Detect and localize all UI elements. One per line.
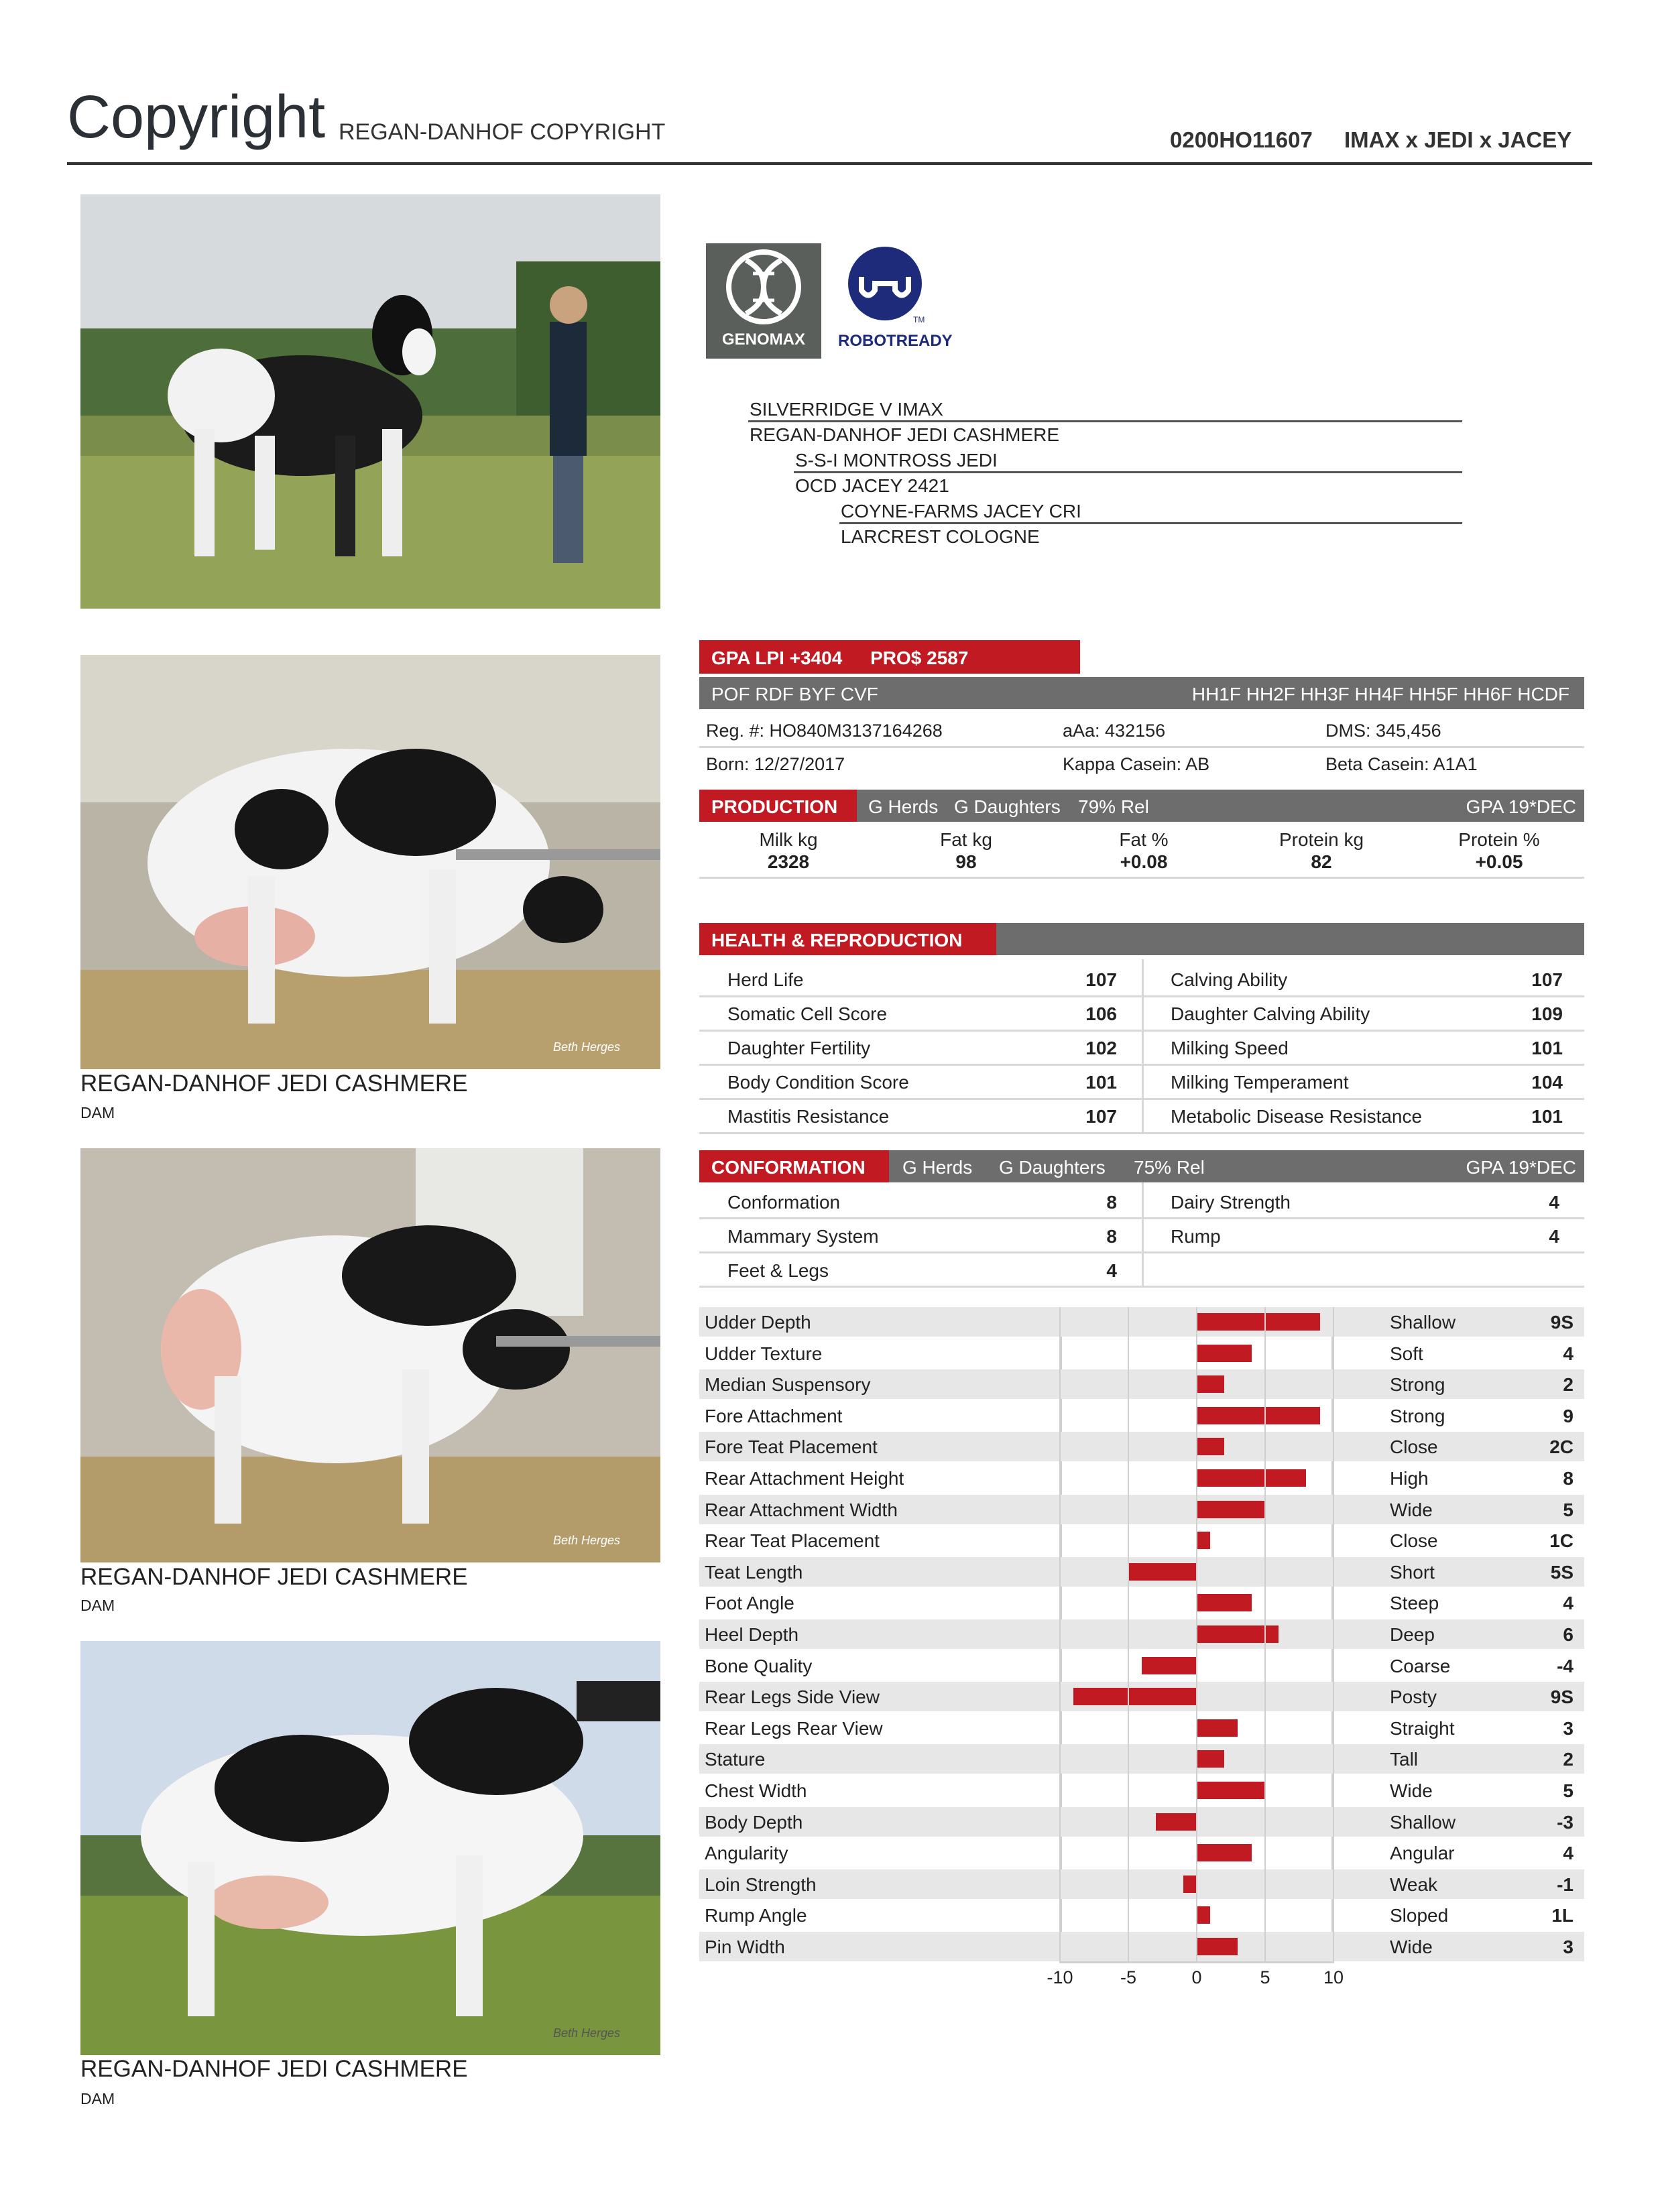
codes-left: POF RDF BYF CVF <box>711 684 878 704</box>
beta-casein: Beta Casein: A1A1 <box>1325 754 1478 774</box>
trait-value: -4 <box>1557 1655 1574 1676</box>
conformation-gpa: GPA 19*DEC <box>1466 1157 1576 1178</box>
pedigree-line <box>839 522 1462 524</box>
dam-name: REGAN-DANHOF JEDI CASHMERE <box>80 1070 468 1097</box>
health-header <box>699 923 1584 955</box>
trait-row <box>699 1495 1584 1524</box>
kappa-casein: Kappa Casein: AB <box>1063 754 1210 774</box>
trait-name: Angularity <box>705 1843 788 1864</box>
trait-row <box>699 1619 1584 1649</box>
trait-descriptor: Wide <box>1390 1499 1433 1520</box>
milk-kg-value: 2328 <box>767 851 810 872</box>
divider <box>699 1132 1584 1134</box>
pedigree-mgs: S-S-I MONTROSS JEDI <box>795 450 998 471</box>
trait-value: -1 <box>1557 1873 1574 1895</box>
milking-speed-value: 101 <box>1531 1038 1563 1058</box>
mammary-value: 8 <box>1106 1226 1117 1247</box>
trait-row <box>699 1339 1584 1368</box>
dam-label: DAM <box>80 2090 115 2107</box>
sire-cross: IMAX x JEDI x JACEY <box>1344 127 1572 152</box>
dam-name: REGAN-DANHOF JEDI CASHMERE <box>80 1564 468 1590</box>
conformation-value: 8 <box>1106 1192 1117 1213</box>
genomax-logo <box>706 243 821 359</box>
trait-bar <box>1142 1657 1197 1674</box>
trait-row <box>699 1682 1584 1711</box>
pedigree-line <box>794 471 1462 473</box>
x-tick-label: -10 <box>1047 1967 1073 1987</box>
trait-name: Pin Width <box>705 1937 785 1957</box>
birth-date: Born: 12/27/2017 <box>706 754 845 774</box>
dam-photo-2 <box>80 1148 660 1562</box>
mammary-label: Mammary System <box>727 1226 879 1247</box>
trait-name: Stature <box>705 1749 766 1770</box>
trait-descriptor: Short <box>1390 1561 1435 1583</box>
trait-row <box>699 1307 1584 1337</box>
trait-name: Rear Legs Rear View <box>705 1717 883 1739</box>
health-title: HEALTH & REPRODUCTION <box>699 923 996 955</box>
divider <box>699 877 1584 879</box>
codes-right: HH1F HH2F HH3F HH4F HH5F HH6F HCDF <box>1191 684 1569 704</box>
production-title: PRODUCTION <box>699 790 857 822</box>
chart-gridline <box>1196 1307 1197 1963</box>
dna-helix-icon <box>706 243 821 330</box>
conformation-header <box>699 1150 1584 1182</box>
daughter-calving-label: Daughter Calving Ability <box>1171 1003 1370 1024</box>
trait-descriptor: Shallow <box>1390 1811 1456 1833</box>
x-tick-label: 10 <box>1323 1967 1344 1987</box>
pedigree-dam: REGAN-DANHOF JEDI CASHMERE <box>750 424 1060 445</box>
trait-bar <box>1183 1876 1197 1893</box>
trait-name: Rear Attachment Width <box>705 1499 898 1520</box>
trait-row <box>699 1588 1584 1617</box>
photo-credit: Beth Herges <box>552 1534 620 1547</box>
trait-descriptor: Close <box>1390 1530 1438 1552</box>
bull-photo <box>80 194 660 609</box>
trait-value: 9 <box>1563 1405 1574 1426</box>
pedigree-sire: SILVERRIDGE V IMAX <box>750 399 943 420</box>
trait-bar <box>1197 1938 1238 1955</box>
daughter-fertility-label: Daughter Fertility <box>727 1038 871 1058</box>
trait-name: Heel Depth <box>705 1624 799 1645</box>
daughter-fertility-value: 102 <box>1085 1038 1117 1058</box>
trait-value: 9S <box>1550 1686 1574 1708</box>
trait-descriptor: Posty <box>1390 1686 1437 1708</box>
trait-name: Loin Strength <box>705 1873 817 1895</box>
trait-bar <box>1197 1844 1252 1861</box>
trait-descriptor: Strong <box>1390 1374 1445 1396</box>
protein-pct-label: Protein % <box>1458 829 1540 850</box>
scs-label: Somatic Cell Score <box>727 1003 888 1024</box>
trait-name: Median Suspensory <box>705 1374 871 1396</box>
pedigree-ggdam: LARCREST COLOGNE <box>841 526 1040 547</box>
trait-row <box>699 1463 1584 1493</box>
dam-photo-1 <box>80 655 660 1069</box>
genomax-label: GENOMAX <box>721 330 805 349</box>
feet-legs-label: Feet & Legs <box>727 1260 829 1281</box>
trait-value: 3 <box>1563 1937 1574 1957</box>
trait-value: 2 <box>1563 1374 1574 1396</box>
trait-row <box>699 1557 1584 1587</box>
chart-gridline <box>1333 1307 1334 1963</box>
trait-value: 8 <box>1563 1468 1574 1489</box>
column-divider <box>1142 959 1144 1132</box>
conformation-title: CONFORMATION <box>699 1150 889 1182</box>
page-subtitle: REGAN-DANHOF COPYRIGHT <box>339 119 666 145</box>
trait-value: 3 <box>1563 1717 1574 1739</box>
page-title: Copyright <box>67 84 326 151</box>
trait-row <box>699 1807 1584 1837</box>
trait-row <box>699 1869 1584 1899</box>
trait-name: Bone Quality <box>705 1655 813 1676</box>
trait-row <box>699 1369 1584 1399</box>
tm-mark: TM <box>913 315 925 324</box>
conformation-herds: G Herds <box>902 1157 973 1178</box>
production-header <box>699 790 1584 822</box>
herd-life-label: Herd Life <box>727 969 804 990</box>
trait-row <box>699 1744 1584 1774</box>
milking-temperament-value: 104 <box>1531 1072 1563 1093</box>
trait-name: Rear Attachment Height <box>705 1468 904 1489</box>
reg-number: Reg. #: HO840M3137164268 <box>706 721 943 741</box>
dam-name: REGAN-DANHOF JEDI CASHMERE <box>80 2056 468 2082</box>
calving-ability-value: 107 <box>1531 969 1563 990</box>
trait-bar <box>1197 1719 1238 1737</box>
trait-bar <box>1156 1813 1197 1831</box>
trait-bar <box>1128 1563 1197 1581</box>
genetic-codes-bar <box>699 677 1584 709</box>
metabolic-label: Metabolic Disease Resistance <box>1171 1106 1423 1127</box>
photo-credit: Beth Herges <box>552 1040 620 1054</box>
trait-descriptor: Tall <box>1390 1749 1419 1770</box>
aaa-code: aAa: 432156 <box>1063 721 1166 741</box>
trait-name: Fore Teat Placement <box>705 1436 878 1458</box>
production-daughters: G Daughters <box>954 796 1061 817</box>
trait-descriptor: Soft <box>1390 1343 1423 1364</box>
trait-name: Rear Legs Side View <box>705 1686 880 1708</box>
trait-bar <box>1197 1375 1224 1393</box>
trait-value: 6 <box>1563 1624 1574 1645</box>
trait-descriptor: Straight <box>1390 1717 1455 1739</box>
rump-value: 4 <box>1549 1226 1559 1247</box>
trait-value: 1L <box>1551 1905 1574 1926</box>
pedigree-gdam: OCD JACEY 2421 <box>795 475 949 496</box>
trait-descriptor: Shallow <box>1390 1312 1456 1333</box>
trait-bar <box>1197 1625 1279 1643</box>
trait-row <box>699 1932 1584 1961</box>
dam-photo-3 <box>80 1641 660 2055</box>
trait-bar <box>1197 1345 1252 1362</box>
milking-temperament-label: Milking Temperament <box>1171 1072 1349 1093</box>
trait-bar <box>1197 1469 1306 1487</box>
trait-bar <box>1073 1688 1197 1705</box>
trait-name: Udder Depth <box>705 1312 811 1333</box>
trait-name: Fore Attachment <box>705 1405 843 1426</box>
dms-code: DMS: 345,456 <box>1325 721 1441 741</box>
trait-descriptor: Wide <box>1390 1937 1433 1957</box>
fat-kg-value: 98 <box>955 851 977 872</box>
feet-legs-value: 4 <box>1106 1260 1117 1281</box>
robotready-label: ROBOTREADY <box>838 332 953 350</box>
trait-descriptor: Deep <box>1390 1624 1435 1645</box>
herd-life-value: 107 <box>1085 969 1117 990</box>
x-tick-label: 0 <box>1191 1967 1202 1987</box>
dam-label: DAM <box>80 1597 115 1614</box>
mastitis-value: 107 <box>1085 1106 1117 1127</box>
trait-bar <box>1197 1532 1210 1549</box>
trait-value: 4 <box>1563 1843 1574 1864</box>
chart-gridline <box>1128 1307 1129 1963</box>
bcs-value: 101 <box>1085 1072 1117 1093</box>
trait-value: 5 <box>1563 1780 1574 1801</box>
trait-row <box>699 1526 1584 1555</box>
rump-label: Rump <box>1171 1226 1221 1247</box>
divider <box>699 1286 1584 1288</box>
protein-kg-value: 82 <box>1311 851 1332 872</box>
mastitis-label: Mastitis Resistance <box>727 1106 890 1127</box>
pedigree-line <box>748 420 1462 422</box>
trait-descriptor: Angular <box>1390 1843 1455 1864</box>
trait-descriptor: Strong <box>1390 1405 1445 1426</box>
trait-name: Rear Teat Placement <box>705 1530 880 1552</box>
trait-row <box>699 1900 1584 1930</box>
trait-row <box>699 1838 1584 1867</box>
fat-pct-value: +0.08 <box>1120 851 1168 872</box>
trait-value: 9S <box>1550 1312 1574 1333</box>
fat-kg-label: Fat kg <box>940 829 992 850</box>
trait-name: Teat Length <box>705 1561 803 1583</box>
trait-value: 2C <box>1549 1436 1574 1458</box>
metabolic-value: 101 <box>1531 1106 1563 1127</box>
photo-credit: Beth Herges <box>552 2026 620 2040</box>
scs-value: 106 <box>1085 1003 1117 1024</box>
sire-code: 0200HO11607 <box>1170 127 1313 152</box>
trait-bar <box>1197 1782 1265 1799</box>
trait-descriptor: Weak <box>1390 1873 1438 1895</box>
pro-dollar: PRO$ 2587 <box>870 648 969 668</box>
conformation-label: Conformation <box>727 1192 841 1213</box>
trait-row <box>699 1401 1584 1430</box>
udder-icon <box>838 243 932 327</box>
trait-value: 5S <box>1550 1561 1574 1583</box>
x-tick-label: -5 <box>1120 1967 1136 1987</box>
bcs-label: Body Condition Score <box>727 1072 909 1093</box>
trait-name: Foot Angle <box>705 1593 794 1614</box>
trait-bar <box>1197 1313 1320 1331</box>
trait-bar <box>1197 1906 1210 1924</box>
dam-label: DAM <box>80 1104 115 1121</box>
trait-value: 4 <box>1563 1343 1574 1364</box>
protein-pct-value: +0.05 <box>1475 851 1523 872</box>
trait-descriptor: Sloped <box>1390 1905 1449 1926</box>
trait-row <box>699 1432 1584 1461</box>
trait-descriptor: Close <box>1390 1436 1438 1458</box>
trait-value: -3 <box>1557 1811 1574 1833</box>
trait-value: 1C <box>1549 1530 1574 1552</box>
dairy-strength-value: 4 <box>1549 1192 1559 1213</box>
trait-bar <box>1197 1501 1265 1518</box>
trait-descriptor: Wide <box>1390 1780 1433 1801</box>
header-divider <box>67 162 1592 165</box>
column-divider <box>1142 1182 1144 1286</box>
trait-name: Chest Width <box>705 1780 807 1801</box>
conformation-daughters: G Daughters <box>999 1157 1106 1178</box>
chart-gridline <box>1059 1307 1061 1963</box>
x-tick-label: 5 <box>1260 1967 1270 1987</box>
fat-pct-label: Fat % <box>1119 829 1169 850</box>
dairy-strength-label: Dairy Strength <box>1171 1192 1291 1213</box>
conformation-rel: 75% Rel <box>1134 1157 1205 1178</box>
trait-row <box>699 1713 1584 1743</box>
trait-name: Udder Texture <box>705 1343 823 1364</box>
trait-value: 2 <box>1563 1749 1574 1770</box>
trait-bar <box>1197 1438 1224 1455</box>
daughter-calving-value: 109 <box>1531 1003 1563 1024</box>
gpa-lpi: GPA LPI +3404 <box>711 648 843 668</box>
gpa-lpi-banner <box>699 640 1080 674</box>
trait-row <box>699 1776 1584 1805</box>
divider <box>699 746 1584 748</box>
trait-value: 4 <box>1563 1593 1574 1614</box>
trait-value: 5 <box>1563 1499 1574 1520</box>
production-rel: 79% Rel <box>1078 796 1149 817</box>
trait-descriptor: Coarse <box>1390 1655 1451 1676</box>
calving-ability-label: Calving Ability <box>1171 969 1288 990</box>
trait-name: Body Depth <box>705 1811 803 1833</box>
trait-bar <box>1197 1407 1320 1424</box>
trait-name: Rump Angle <box>705 1905 807 1926</box>
trait-descriptor: Steep <box>1390 1593 1439 1614</box>
milking-speed-label: Milking Speed <box>1171 1038 1289 1058</box>
pedigree-mggs: COYNE-FARMS JACEY CRI <box>841 501 1081 521</box>
production-gpa: GPA 19*DEC <box>1466 796 1576 817</box>
trait-bar <box>1197 1594 1252 1611</box>
trait-bar <box>1197 1750 1224 1768</box>
production-herds: G Herds <box>868 796 939 817</box>
chart-gridline <box>1264 1307 1266 1963</box>
robotready-logo <box>838 243 953 359</box>
milk-kg-label: Milk kg <box>759 829 818 850</box>
trait-row <box>699 1651 1584 1680</box>
trait-descriptor: High <box>1390 1468 1429 1489</box>
protein-kg-label: Protein kg <box>1279 829 1364 850</box>
